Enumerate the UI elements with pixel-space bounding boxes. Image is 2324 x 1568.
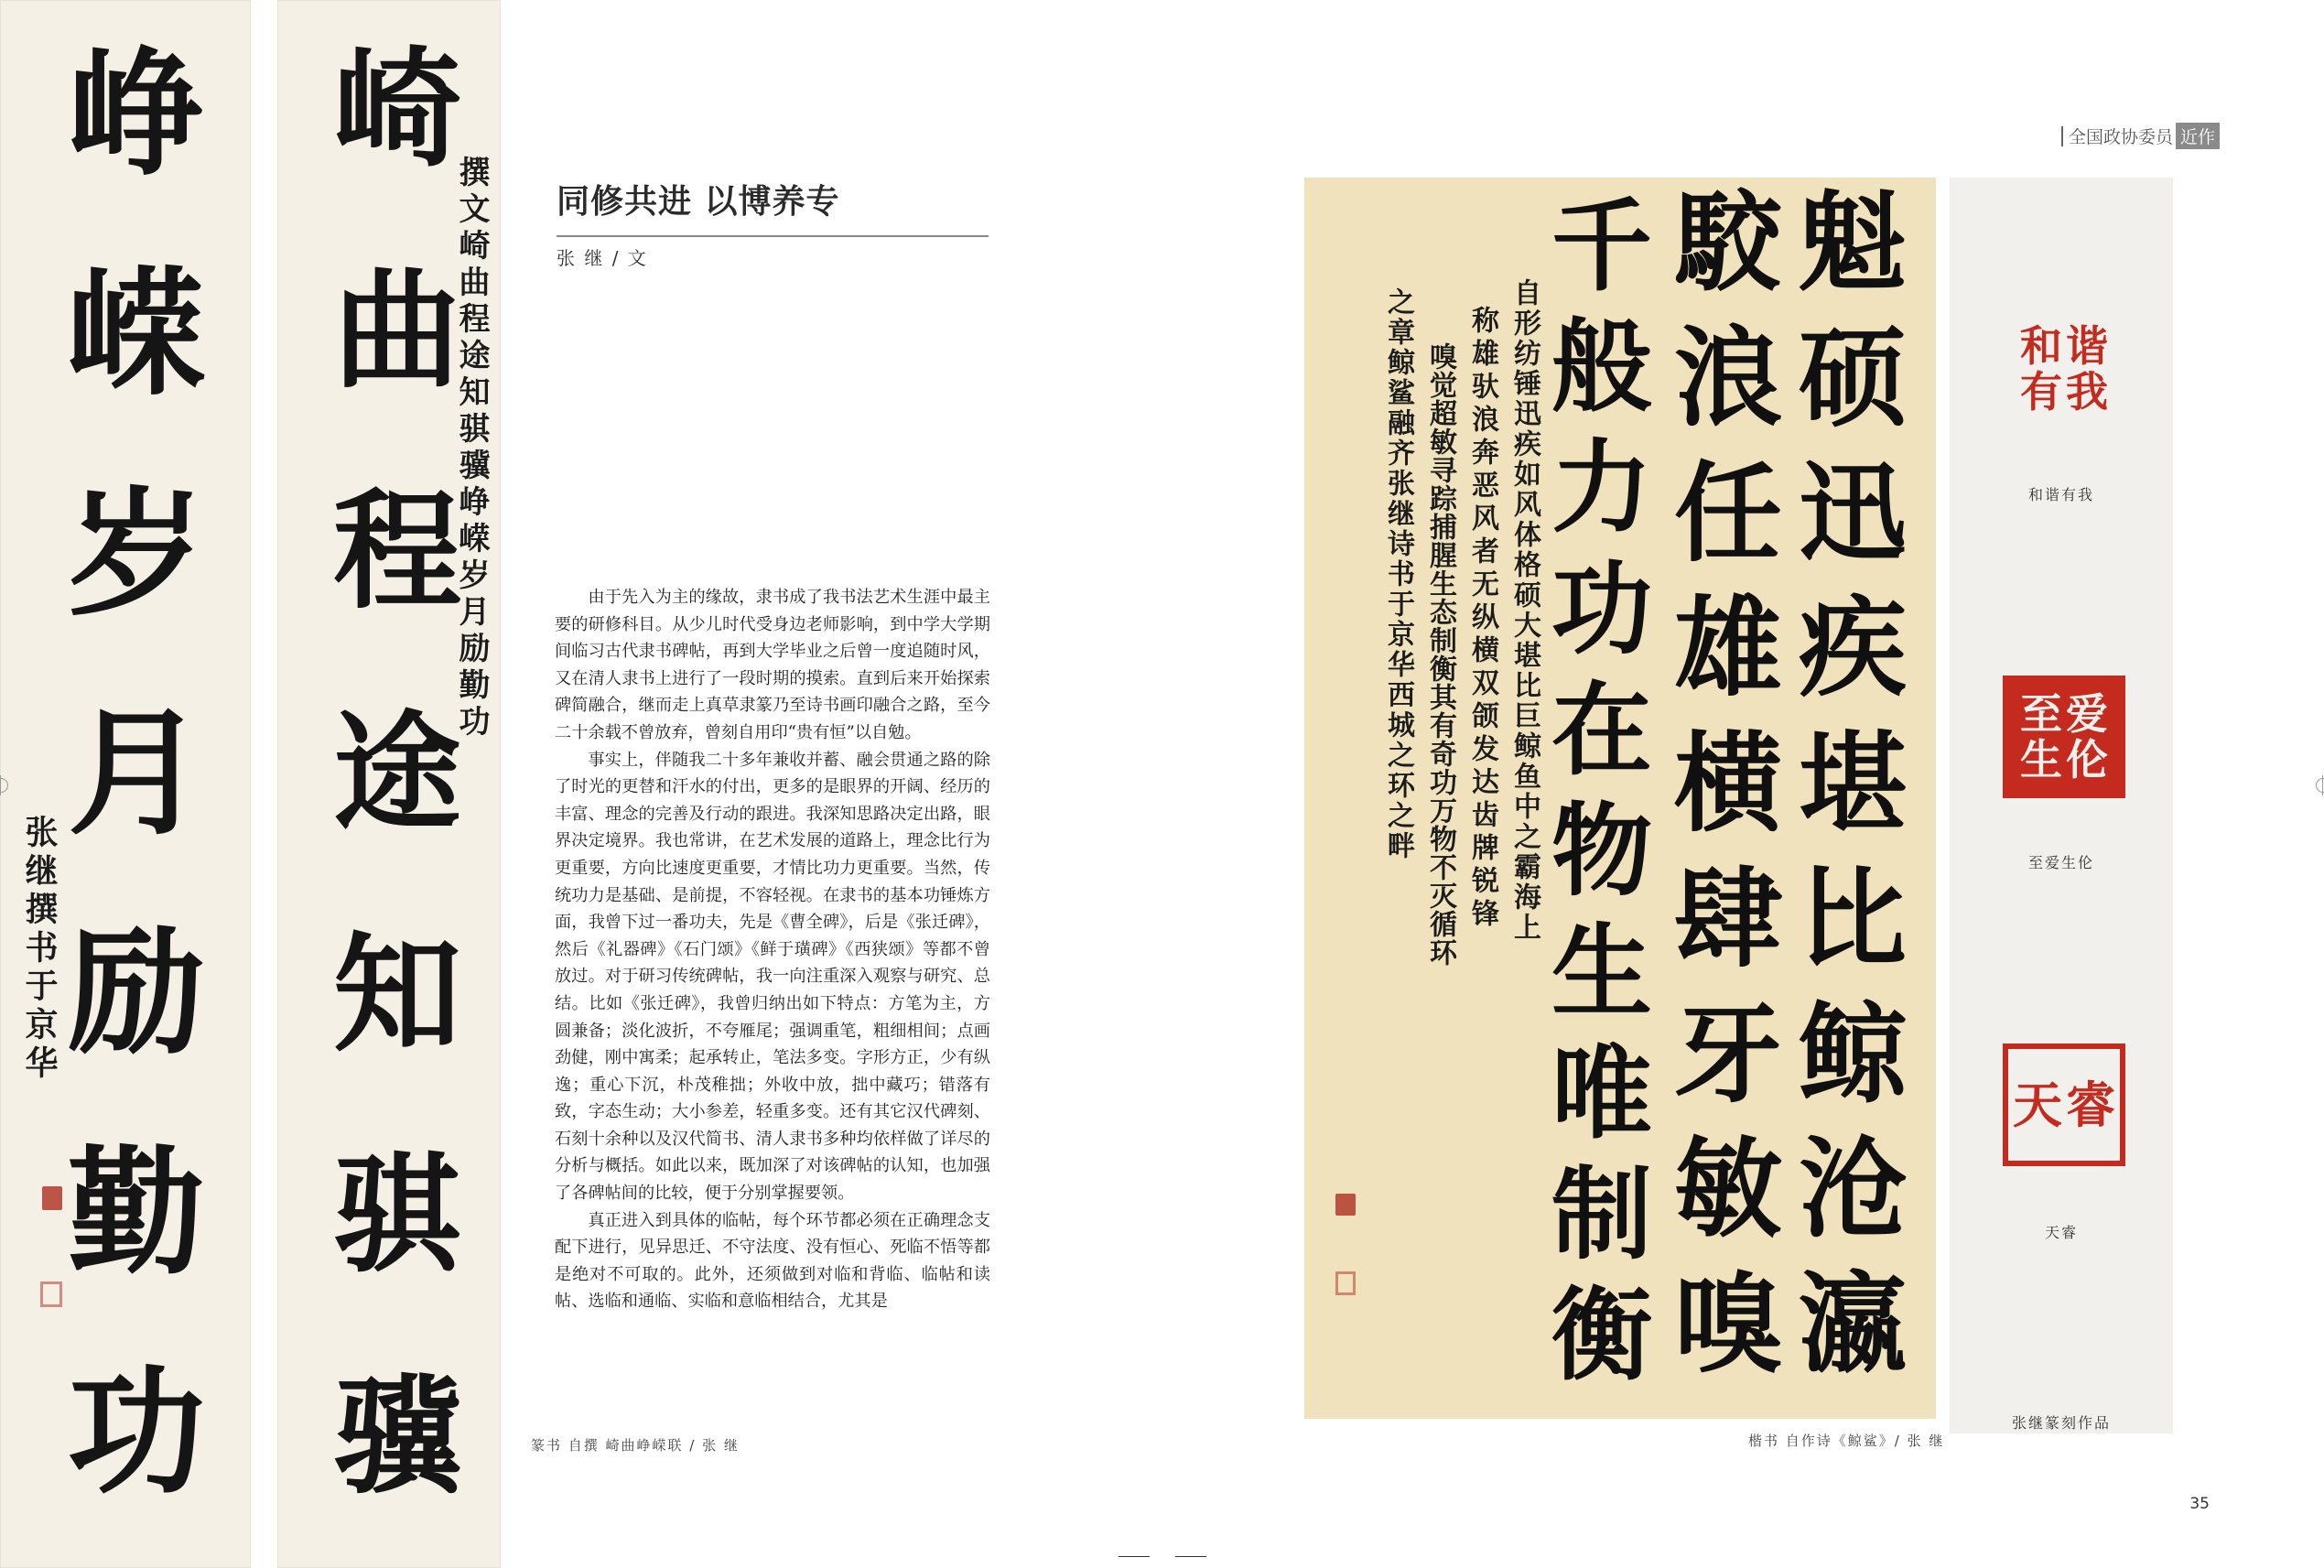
artist-seal-icon bbox=[42, 1186, 62, 1210]
calligraphy-char: 任 bbox=[1673, 449, 1782, 577]
calligraphy-char: 般 bbox=[1551, 308, 1652, 427]
calligraphy-char: 瀛 bbox=[1798, 1260, 1907, 1388]
couplet-left-scroll bbox=[0, 0, 251, 1568]
seal-label: 至爱生伦 bbox=[2027, 854, 2094, 871]
calligraphy-inscription-4: 之章鲸鲨融齐张继诗书于京华西城之环之畔 bbox=[1382, 287, 1414, 861]
seal-tianrui bbox=[2003, 1044, 2125, 1166]
couplet-char: 崎 bbox=[332, 35, 461, 185]
calligraphy-char: 功 bbox=[1551, 549, 1652, 668]
couplet-char: 程 bbox=[332, 477, 461, 628]
calligraphy-char: 制 bbox=[1551, 1154, 1652, 1273]
couplet-right-characters bbox=[329, 35, 466, 1512]
calligraphy-char: 千 bbox=[1551, 187, 1652, 305]
section-label: 全国政协委员 bbox=[2068, 127, 2173, 147]
calligraphy-char: 魁 bbox=[1798, 178, 1907, 306]
section-tag-bar bbox=[2061, 126, 2063, 146]
calligraphy-column-3 bbox=[1542, 187, 1661, 1394]
calligraphy-char: 物 bbox=[1551, 792, 1652, 911]
calligraphy-column-2 bbox=[1669, 178, 1788, 1388]
crop-mark-icon bbox=[1175, 1556, 1206, 1557]
article-body bbox=[555, 584, 990, 1315]
seal-label: 和谐有我 bbox=[2027, 486, 2094, 503]
seal-glyph: 睿 bbox=[2066, 1076, 2115, 1134]
calligraphy-char: 沧 bbox=[1798, 1125, 1907, 1253]
article-paragraph: 由于先入为主的缘故，隶书成了我书法艺术生涯中最主要的研修科目。从少儿时代受身边老师影响，到中学大学期间临习古代隶书碑帖，再到大学毕业之后曾一度追随时风，又在清人隶书上进行了一段时期的摸索。直到后来开始探索碑简融合，继而走上真草隶篆乃至诗书画印融合之路，至今二十余载不曾放弃，曾刻自用印“贵有恒”以自勉。 bbox=[555, 588, 990, 742]
calligraphy-panel bbox=[1304, 178, 1936, 1419]
seal-glyph: 至 bbox=[2020, 689, 2062, 739]
couplet-char: 骐 bbox=[332, 1141, 461, 1292]
calligraphy-char: 比 bbox=[1798, 854, 1907, 982]
article-paragraph: 真正进入到具体的临帖，每个环节都必须在正确理念支配下进行，见异思迁、不守法度、没有恒心、死临不悟等都是绝对不可取的。此外，还须做到对临和背临、临帖和读帖、选临和通临、实临和意临相结合，尤其是 bbox=[555, 1210, 990, 1312]
couplet-char: 峥 bbox=[67, 34, 205, 195]
couplet-caption: 篆书 自撰 崎曲峥嵘联 / 张 继 bbox=[531, 1437, 740, 1454]
calligraphy-char: 牙 bbox=[1673, 989, 1782, 1118]
calligraphy-char: 疾 bbox=[1798, 584, 1907, 712]
crop-mark-icon bbox=[1119, 1556, 1150, 1557]
registration-mark-icon bbox=[2316, 778, 2324, 793]
calligraphy-char: 唯 bbox=[1551, 1033, 1652, 1152]
couplet-char: 励 bbox=[67, 913, 205, 1074]
calligraphy-caption: 楷书 自作诗《鲸鲨》/ 张 继 bbox=[1748, 1433, 1945, 1449]
article-paragraph: 事实上，伴随我二十多年兼收并蓄、融会贯通之路的除了时光的更替和汗水的付出，更多的是眼界的开阔、经历的丰富、理念的完善及行动的跟进。我深知思路决定出路，眼界决定境界。我也常讲，在艺术发展的道路上，理念比行为更重要，方向比速度更重要，才情比功力更重要。当然，传统功力是基础、是前提，不容轻视。在隶书的基本功锤炼方面，我曾下过一番功夫，先是《曹全碑》，后是《张迁碑》，然后《礼器碑》《石门颂》《鲜于璜碑》《西狭颂》等都不曾放过。对于研习传统碑帖，我一向注重深入观察与研究、总结。比如《张迁碑》，我曾归纳出如下特点：方笔为主，方圆兼备；淡化波折，不夸雁尾；强调重笔，粗细相间；点画劲健，刚中寓柔；起承转止，笔法多变。字形方正，少有纵逸；重心下沉，朴茂稚拙；外收中放，拙中藏巧；错落有致，字态生动；大小参差，轻重多变。还有其它汉代碑刻、石刻十余种以及汉代简书、清人隶书多种均依样做了详尽的分析与概括。如此以来，既加深了对该碑帖的认知，也加强了各碑帖间的比较，便于分别掌握要领。 bbox=[555, 750, 990, 1204]
calligraphy-char: 生 bbox=[1551, 913, 1652, 1032]
page-number: 35 bbox=[2189, 1495, 2210, 1513]
article-title: 同修共进 以博养专 bbox=[557, 183, 840, 221]
seal-panel-caption: 张继篆刻作品 bbox=[2011, 1414, 2111, 1432]
couplet-char: 途 bbox=[332, 697, 461, 849]
seal-glyph: 爱 bbox=[2066, 689, 2108, 739]
calligraphy-char: 嗅 bbox=[1673, 1260, 1782, 1388]
calligraphy-char: 衡 bbox=[1551, 1275, 1652, 1394]
calligraphy-inscription-1: 自形纺锤迅疾如风体格硕大堪比巨鲸鱼中之霸海上 bbox=[1508, 278, 1540, 943]
calligraphy-char: 肆 bbox=[1673, 854, 1782, 982]
artist-seal-outline-icon bbox=[40, 1281, 62, 1307]
seal-glyph: 伦 bbox=[2066, 735, 2108, 784]
calligraphy-char: 在 bbox=[1551, 670, 1652, 789]
section-highlight: 近作 bbox=[2176, 123, 2220, 149]
seal-glyph: 我 bbox=[2066, 367, 2108, 416]
section-tag bbox=[2061, 123, 2220, 149]
seal-glyph: 和 bbox=[2020, 321, 2062, 371]
calligraphy-char: 駮 bbox=[1673, 178, 1782, 306]
seal-hexie-youwo bbox=[2003, 308, 2125, 430]
calligraphy-char: 硕 bbox=[1798, 313, 1907, 441]
couplet-right-scroll bbox=[277, 0, 501, 1568]
seal-zhiai-shenglun bbox=[2003, 676, 2125, 798]
couplet-char: 勤 bbox=[67, 1132, 205, 1293]
calligraphy-char: 浪 bbox=[1673, 313, 1782, 441]
couplet-right-inscription: 撰文崎曲程途知骐骥峥嵘岁月励勤功 bbox=[453, 156, 490, 741]
calligraphy-char: 横 bbox=[1673, 719, 1782, 847]
calligraphy-inscription-3: 嗅觉超敏寻踪捕腥生态制衡其有奇功万物不灭循环 bbox=[1424, 342, 1456, 967]
calligraphy-char: 敏 bbox=[1673, 1125, 1782, 1253]
seal-glyph: 生 bbox=[2020, 735, 2062, 784]
seal-panel bbox=[1950, 178, 2173, 1433]
seal-glyph: 天 bbox=[2013, 1076, 2062, 1134]
calligraphy-seal-outline-icon bbox=[1335, 1271, 1356, 1295]
couplet-left-inscription: 张继撰书于京华 bbox=[20, 815, 59, 1084]
seal-label: 天睿 bbox=[2044, 1224, 2078, 1241]
calligraphy-char: 雄 bbox=[1673, 584, 1782, 712]
calligraphy-inscription-2: 称雄驮浪奔恶风者无纵横双颌发达齿牌锐锋 bbox=[1466, 306, 1498, 932]
calligraphy-char: 堪 bbox=[1798, 719, 1907, 847]
calligraphy-char: 迅 bbox=[1798, 449, 1907, 577]
couplet-char: 嵘 bbox=[67, 254, 205, 415]
article-author: 张 继 / 文 bbox=[557, 247, 648, 269]
calligraphy-column-1 bbox=[1793, 178, 1912, 1388]
couplet-left-characters bbox=[59, 34, 214, 1513]
calligraphy-seal-icon bbox=[1335, 1194, 1356, 1216]
calligraphy-char: 力 bbox=[1551, 428, 1652, 547]
seal-glyph: 谐 bbox=[2066, 321, 2108, 371]
couplet-char: 曲 bbox=[332, 255, 461, 406]
title-divider bbox=[557, 235, 989, 237]
couplet-char: 骥 bbox=[332, 1361, 461, 1512]
couplet-char: 月 bbox=[67, 693, 205, 854]
seal-glyph: 有 bbox=[2020, 367, 2062, 416]
couplet-char: 功 bbox=[67, 1352, 205, 1513]
couplet-char: 知 bbox=[332, 919, 461, 1070]
couplet-char: 岁 bbox=[67, 473, 205, 634]
calligraphy-char: 鲸 bbox=[1798, 989, 1907, 1118]
